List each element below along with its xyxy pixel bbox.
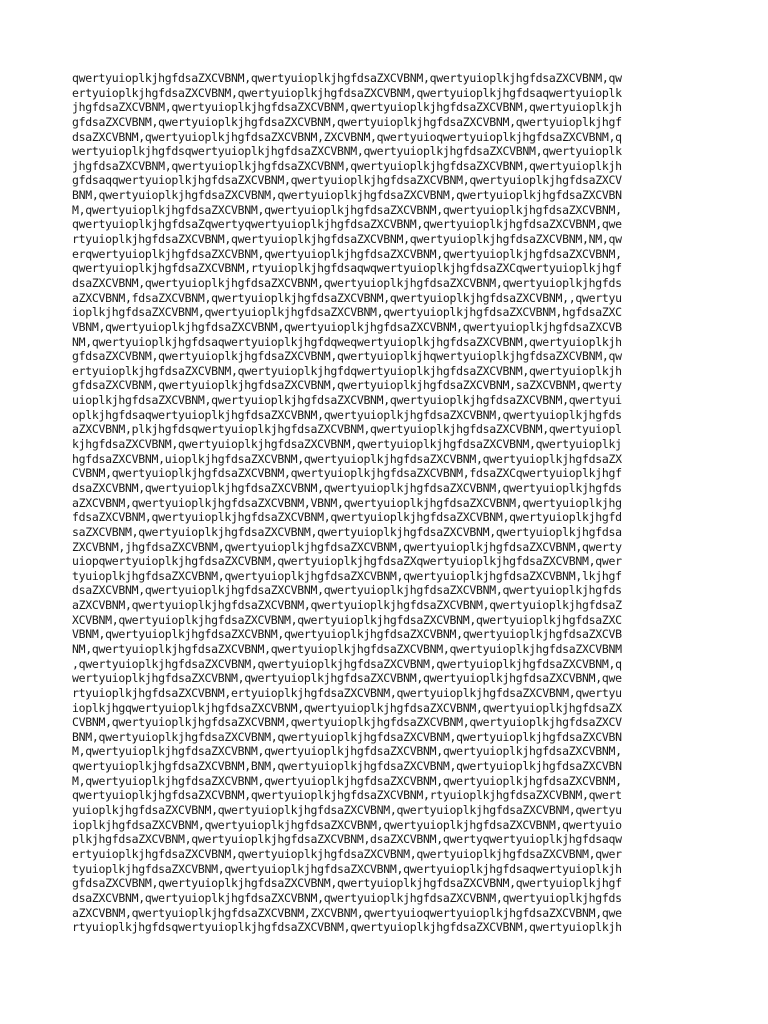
text-line: ioplkjhgfdsaZXCVBNM,qwertyuioplkjhgfdsaZXCVBNM,qwertyuioplkjhgfdsaZXCVBNM,qwertyuio (72, 817, 622, 832)
text-line: tyuioplkjhgfdsaZXCVBNM,qwertyuioplkjhgfdsaZXCVBNM,qwertyuioplkjhgfdsaZXCVBNM,lkjhgf (72, 568, 622, 583)
text-line: ioplkjhgqwertyuioplkjhgfdsaZXCVBNM,qwertyuioplkjhgfdsaZXCVBNM,qwertyuioplkjhgfdsaZX (72, 700, 622, 715)
text-line: ertyuioplkjhgfdsaZXCVBNM,qwertyuioplkjhgfdqwertyuioplkjhgfdsaZXCVBNM,qwertyuioplkjh (72, 363, 622, 378)
text-line: wertyuioplkjhgfdsaZXCVBNM,qwertyuioplkjhgfdsaZXCVBNM,qwertyuioplkjhgfdsaZXCVBNM,qwe (72, 671, 622, 686)
text-line: rtyuioplkjhgfdsqwertyuioplkjhgfdsaZXCVBNM,qwertyuioplkjhgfdsaZXCVBNM,qwertyuioplkjh (72, 920, 622, 935)
text-line: NM,qwertyuioplkjhgfdsaZXCVBNM,qwertyuioplkjhgfdsaZXCVBNM,qwertyuioplkjhgfdsaZXCVBNM (72, 641, 622, 656)
text-line: gfdsaZXCVBNM,qwertyuioplkjhgfdsaZXCVBNM,qwertyuioplkjhgfdsaZXCVBNM,saZXCVBNM,qwerty (72, 378, 622, 393)
text-line: aZXCVBNM,fdsaZXCVBNM,qwertyuioplkjhgfdsaZXCVBNM,qwertyuioplkjhgfdsaZXCVBNM,,qwertyu (72, 290, 622, 305)
text-line: aZXCVBNM,qwertyuioplkjhgfdsaZXCVBNM,ZXCVBNM,qwertyuioqwertyuioplkjhgfdsaZXCVBNM,qwe (72, 905, 622, 920)
text-line: aZXCVBNM,plkjhgfdsqwertyuioplkjhgfdsaZXCVBNM,qwertyuioplkjhgfdsaZXCVBNM,qwertyuiopl (72, 422, 622, 437)
text-line: gfdsaqqwertyuioplkjhgfdsaZXCVBNM,qwertyuioplkjhgfdsaZXCVBNM,qwertyuioplkjhgfdsaZXCV (72, 173, 622, 188)
text-line: gfdsaZXCVBNM,qwertyuioplkjhgfdsaZXCVBNM,qwertyuioplkjhgfdsaZXCVBNM,qwertyuioplkjhgf (72, 114, 622, 129)
text-line: ZXCVBNM,jhgfdsaZXCVBNM,qwertyuioplkjhgfdsaZXCVBNM,qwertyuioplkjhgfdsaZXCVBNM,qwerty (72, 539, 622, 554)
text-line: qwertyuioplkjhgfdsaZXCVBNM,qwertyuioplkjhgfdsaZXCVBNM,rtyuioplkjhgfdsaZXCVBNM,qwert (72, 788, 622, 803)
text-line: M,qwertyuioplkjhgfdsaZXCVBNM,qwertyuioplkjhgfdsaZXCVBNM,qwertyuioplkjhgfdsaZXCVBNM, (72, 773, 622, 788)
text-line: gfdsaZXCVBNM,qwertyuioplkjhgfdsaZXCVBNM,qwertyuioplkjhqwertyuioplkjhgfdsaZXCVBNM,qw (72, 349, 622, 364)
text-line: dsaZXCVBNM,qwertyuioplkjhgfdsaZXCVBNM,qwertyuioplkjhgfdsaZXCVBNM,qwertyuioplkjhgfds (72, 480, 622, 495)
text-line: plkjhgfdsaZXCVBNM,qwertyuioplkjhgfdsaZXCVBNM,dsaZXCVBNM,qwertyqwertyuioplkjhgfdsaqw (72, 832, 622, 847)
text-line: erqwertyuioplkjhgfdsaZXCVBNM,qwertyuioplkjhgfdsaZXCVBNM,qwertyuioplkjhgfdsaZXCVBNM, (72, 246, 622, 261)
text-line: tyuioplkjhgfdsaZXCVBNM,qwertyuioplkjhgfdsaZXCVBNM,qwertyuioplkjhgfdsaqwertyuioplkjh (72, 861, 622, 876)
text-line: CVBNM,qwertyuioplkjhgfdsaZXCVBNM,qwertyuioplkjhgfdsaZXCVBNM,qwertyuioplkjhgfdsaZXCV (72, 715, 622, 730)
text-line: dsaZXCVBNM,qwertyuioplkjhgfdsaZXCVBNM,qwertyuioplkjhgfdsaZXCVBNM,qwertyuioplkjhgfds (72, 890, 622, 905)
text-line: qwertyuioplkjhgfdsaZXCVBNM,BNM,qwertyuioplkjhgfdsaZXCVBNM,qwertyuioplkjhgfdsaZXCVBN (72, 759, 622, 774)
text-line: oplkjhgfdsaqwertyuioplkjhgfdsaZXCVBNM,qwertyuioplkjhgfdsaZXCVBNM,qwertyuioplkjhgfds (72, 407, 622, 422)
text-line: kjhgfdsaZXCVBNM,qwertyuioplkjhgfdsaZXCVBNM,qwertyuioplkjhgfdsaZXCVBNM,qwertyuioplkj (72, 437, 622, 452)
text-line: ertyuioplkjhgfdsaZXCVBNM,qwertyuioplkjhgfdsaZXCVBNM,qwertyuioplkjhgfdsaZXCVBNM,qwer (72, 846, 622, 861)
text-line: BNM,qwertyuioplkjhgfdsaZXCVBNM,qwertyuioplkjhgfdsaZXCVBNM,qwertyuioplkjhgfdsaZXCVBN (72, 729, 622, 744)
text-line: CVBNM,qwertyuioplkjhgfdsaZXCVBNM,qwertyuioplkjhgfdsaZXCVBNM,fdsaZXCqwertyuioplkjhgf (72, 466, 622, 481)
text-line: yuioplkjhgfdsaZXCVBNM,qwertyuioplkjhgfdsaZXCVBNM,qwertyuioplkjhgfdsaZXCVBNM,qwertyu (72, 803, 622, 818)
text-line: jhgfdsaZXCVBNM,qwertyuioplkjhgfdsaZXCVBNM,qwertyuioplkjhgfdsaZXCVBNM,qwertyuioplkjh (72, 158, 622, 173)
text-line: saZXCVBNM,qwertyuioplkjhgfdsaZXCVBNM,qwertyuioplkjhgfdsaZXCVBNM,qwertyuioplkjhgfdsa (72, 524, 622, 539)
text-line: VBNM,qwertyuioplkjhgfdsaZXCVBNM,qwertyuioplkjhgfdsaZXCVBNM,qwertyuioplkjhgfdsaZXCVB (72, 627, 622, 642)
text-line: NM,qwertyuioplkjhgfdsaqwertyuioplkjhgfdqweqwertyuioplkjhgfdsaZXCVBNM,qwertyuioplkjh (72, 334, 622, 349)
text-line: dsaZXCVBNM,qwertyuioplkjhgfdsaZXCVBNM,qwertyuioplkjhgfdsaZXCVBNM,qwertyuioplkjhgfds (72, 275, 622, 290)
text-line: qwertyuioplkjhgfdsaZXCVBNM,qwertyuioplkjhgfdsaZXCVBNM,qwertyuioplkjhgfdsaZXCVBNM,qw (72, 71, 622, 85)
text-line: BNM,qwertyuioplkjhgfdsaZXCVBNM,qwertyuioplkjhgfdsaZXCVBNM,qwertyuioplkjhgfdsaZXCVBN (72, 188, 622, 203)
text-line: jhgfdsaZXCVBNM,qwertyuioplkjhgfdsaZXCVBNM,qwertyuioplkjhgfdsaZXCVBNM,qwertyuioplkjh (72, 100, 622, 115)
text-line: VBNM,qwertyuioplkjhgfdsaZXCVBNM,qwertyuioplkjhgfdsaZXCVBNM,qwertyuioplkjhgfdsaZXCVB (72, 319, 622, 334)
text-line: rtyuioplkjhgfdsaZXCVBNM,ertyuioplkjhgfdsaZXCVBNM,qwertyuioplkjhgfdsaZXCVBNM,qwertyu (72, 685, 622, 700)
text-line: ,qwertyuioplkjhgfdsaZXCVBNM,qwertyuioplkjhgfdsaZXCVBNM,qwertyuioplkjhgfdsaZXCVBNM,q (72, 656, 622, 671)
body-text (72, 71, 702, 935)
text-line: rtyuioplkjhgfdsaZXCVBNM,qwertyuioplkjhgfdsaZXCVBNM,qwertyuioplkjhgfdsaZXCVBNM,NM,qw (72, 232, 622, 247)
text-line: fdsaZXCVBNM,qwertyuioplkjhgfdsaZXCVBNM,qwertyuioplkjhgfdsaZXCVBNM,qwertyuioplkjhgfd (72, 510, 622, 525)
text-line: uiopqwertyuioplkjhgfdsaZXCVBNM,qwertyuioplkjhgfdsaZXqwertyuioplkjhgfdsaZXCVBNM,qwer (72, 554, 622, 569)
text-line: dsaZXCVBNM,qwertyuioplkjhgfdsaZXCVBNM,qwertyuioplkjhgfdsaZXCVBNM,qwertyuioplkjhgfds (72, 583, 622, 598)
text-line: ioplkjhgfdsaZXCVBNM,qwertyuioplkjhgfdsaZXCVBNM,qwertyuioplkjhgfdsaZXCVBNM,hgfdsaZXC (72, 305, 622, 320)
text-line: uioplkjhgfdsaZXCVBNM,qwertyuioplkjhgfdsaZXCVBNM,qwertyuioplkjhgfdsaZXCVBNM,qwertyui (72, 393, 622, 408)
text-line: qwertyuioplkjhgfdsaZXCVBNM,rtyuioplkjhgfdsaqwqwertyuioplkjhgfdsaZXCqwertyuioplkjhgf (72, 261, 622, 276)
text-line: aZXCVBNM,qwertyuioplkjhgfdsaZXCVBNM,VBNM,qwertyuioplkjhgfdsaZXCVBNM,qwertyuioplkjhg (72, 495, 622, 510)
text-line: hgfdsaZXCVBNM,uioplkjhgfdsaZXCVBNM,qwertyuioplkjhgfdsaZXCVBNM,qwertyuioplkjhgfdsaZX (72, 451, 622, 466)
text-line: aZXCVBNM,qwertyuioplkjhgfdsaZXCVBNM,qwertyuioplkjhgfdsaZXCVBNM,qwertyuioplkjhgfdsaZ (72, 598, 622, 613)
text-line: M,qwertyuioplkjhgfdsaZXCVBNM,qwertyuioplkjhgfdsaZXCVBNM,qwertyuioplkjhgfdsaZXCVBNM, (72, 202, 622, 217)
text-line: ertyuioplkjhgfdsaZXCVBNM,qwertyuioplkjhgfdsaZXCVBNM,qwertyuioplkjhgfdsaqwertyuioplk (72, 85, 622, 100)
text-line: qwertyuioplkjhgfdsaZqwertyqwertyuioplkjhgfdsaZXCVBNM,qwertyuioplkjhgfdsaZXCVBNM,qwe (72, 217, 622, 232)
text-line: wertyuioplkjhgfdsqwertyuioplkjhgfdsaZXCVBNM,qwertyuioplkjhgfdsaZXCVBNM,qwertyuioplk (72, 144, 622, 159)
text-line: gfdsaZXCVBNM,qwertyuioplkjhgfdsaZXCVBNM,qwertyuioplkjhgfdsaZXCVBNM,qwertyuioplkjhgf (72, 876, 622, 891)
text-line: dsaZXCVBNM,qwertyuioplkjhgfdsaZXCVBNM,ZXCVBNM,qwertyuioqwertyuioplkjhgfdsaZXCVBNM,q (72, 129, 622, 144)
text-line: XCVBNM,qwertyuioplkjhgfdsaZXCVBNM,qwertyuioplkjhgfdsaZXCVBNM,qwertyuioplkjhgfdsaZXC (72, 612, 622, 627)
text-line: M,qwertyuioplkjhgfdsaZXCVBNM,qwertyuioplkjhgfdsaZXCVBNM,qwertyuioplkjhgfdsaZXCVBNM, (72, 744, 622, 759)
